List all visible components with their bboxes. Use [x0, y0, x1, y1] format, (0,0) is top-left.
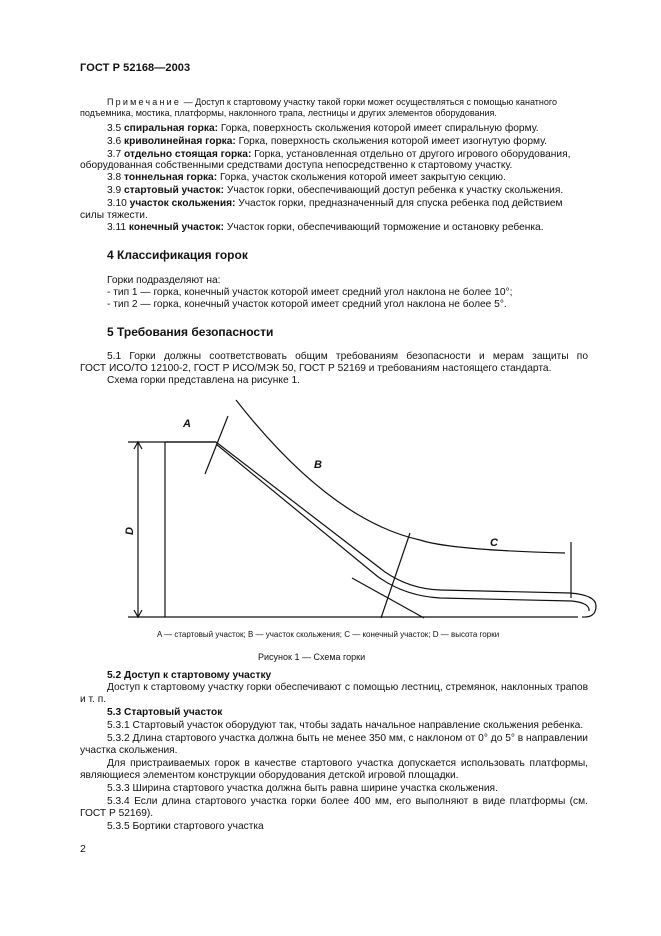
section-4-item-2: - тип 2 — горка, конечный участок которой имеет средний угол наклона не более 5°. [107, 299, 507, 310]
section-5-2-heading: 5.2 Доступ к стартовому участку [107, 670, 272, 681]
label-a: A [183, 418, 191, 430]
marker-a-line [205, 416, 228, 474]
slide-rail-path [216, 444, 589, 611]
section-5-3-4-line-1: 5.3.4 Если длина стартового участка горки более 400 мм, его выполняют в виде платформы (см. [107, 796, 588, 807]
definition-3-8: 3.8 тоннельная горка: Горка, участок скольжения которой имеет закрытую секцию. [107, 172, 506, 183]
document-header: ГОСТ Р 52168—2003 [80, 62, 191, 74]
definition-3-7-cont: оборудованная собственными средствами доступа непосредственно к стартовому участку. [80, 160, 513, 171]
definition-3-6: 3.6 криволинейная горка: Горка, поверхность скольжения которой имеет изогнутую форму. [107, 136, 548, 147]
section-b-curve [236, 400, 565, 553]
note-label: Примечание [107, 97, 182, 107]
attached-slides-line-1: Для пристраиваемых горок в качестве стартового участка допускается использовать платформы, [107, 758, 588, 769]
label-b: B [314, 459, 322, 471]
section-4-title: 4 Классификация горок [107, 248, 248, 262]
figure-legend: A — стартовый участок; B — участок скольжения; C — конечный участок; D — высота горки [157, 630, 500, 639]
section-5-3-2-line-2: участка скольжения. [80, 745, 178, 756]
definition-3-10-cont: силы тяжести. [80, 210, 148, 221]
note-text: — Доступ к стартовому участку такой горки может осуществляться с помощью канатного [181, 97, 557, 107]
label-d: D [124, 527, 136, 535]
label-c: C [490, 537, 498, 549]
definition-3-11: 3.11 конечный участок: Участок горки, обеспечивающий торможение и остановку ребенка. [107, 222, 544, 233]
section-4-item-1: - тип 1 — горка, конечный участок которой имеет средний угол наклона не более 10°; [107, 287, 513, 298]
section-5-2-line-1: Доступ к стартовому участку горки обеспечивают с помощью лестниц, стремянок, наклонных трапов [107, 682, 588, 693]
slide-surface-path [165, 442, 596, 617]
attached-slides-line-2: являющиеся элементом конструкции оборудования детской игровой площадки. [80, 770, 459, 781]
section-5-3-heading: 5.3 Стартовый участок [107, 707, 223, 718]
section-5-2-line-2: и т. п. [80, 694, 107, 705]
section-4-intro: Горки подразделяют на: [107, 275, 221, 286]
definition-3-10: 3.10 участок скольжения: Участок горки, предназначенный для спуска ребенка под действием [107, 198, 563, 209]
section-5-3-1: 5.3.1 Стартовый участок оборудуют так, чтобы задать начальное направление скольжения ребенка. [107, 720, 584, 731]
marker-c-cross-line [352, 578, 424, 618]
section-5-3-3: 5.3.3 Ширина стартового участка должна быть равна ширине участка скольжения. [107, 783, 498, 794]
marker-c-line [381, 533, 410, 618]
section-5-3-5: 5.3.5 Бортики стартового участка [107, 821, 264, 832]
section-5-title: 5 Требования безопасности [107, 325, 274, 339]
section-5-3-4-line-2: ГОСТ Р 52169). [80, 808, 154, 819]
figure-caption: Рисунок 1 — Схема горки [258, 652, 366, 662]
note-line-2: подъемника, мостика, платформы, наклонного трапа, лестницы и других элементов оборудования. [80, 108, 497, 118]
section-5-1-line-1: 5.1 Горки должны соответствовать общим требованиям безопасности и мерам защиты по [107, 351, 588, 362]
section-5-1-line-3: Схема горки представлена на рисунке 1. [107, 375, 300, 386]
definition-3-9: 3.9 стартовый участок: Участок горки, обеспечивающий доступ ребенка к участку скольжения. [107, 185, 564, 196]
section-5-1-line-2: ГОСТ ИСО/ТО 12100-2, ГОСТ Р ИСО/МЭК 50, ГОСТ Р 52169 и требованиям настоящего стандарта. [80, 363, 552, 374]
section-5-3-2-line-1: 5.3.2 Длина стартового участка должна быть не менее 350 мм, с наклоном от 0° до 5° в направлении [107, 733, 588, 744]
definition-3-5: 3.5 спиральная горка: Горка, поверхность скольжения которой имеет спиральную форму. [107, 123, 539, 134]
definition-3-7: 3.7 отдельно стоящая горка: Горка, установленная отдельно от другого игрового оборудования, [107, 149, 571, 160]
page-number: 2 [80, 843, 86, 855]
